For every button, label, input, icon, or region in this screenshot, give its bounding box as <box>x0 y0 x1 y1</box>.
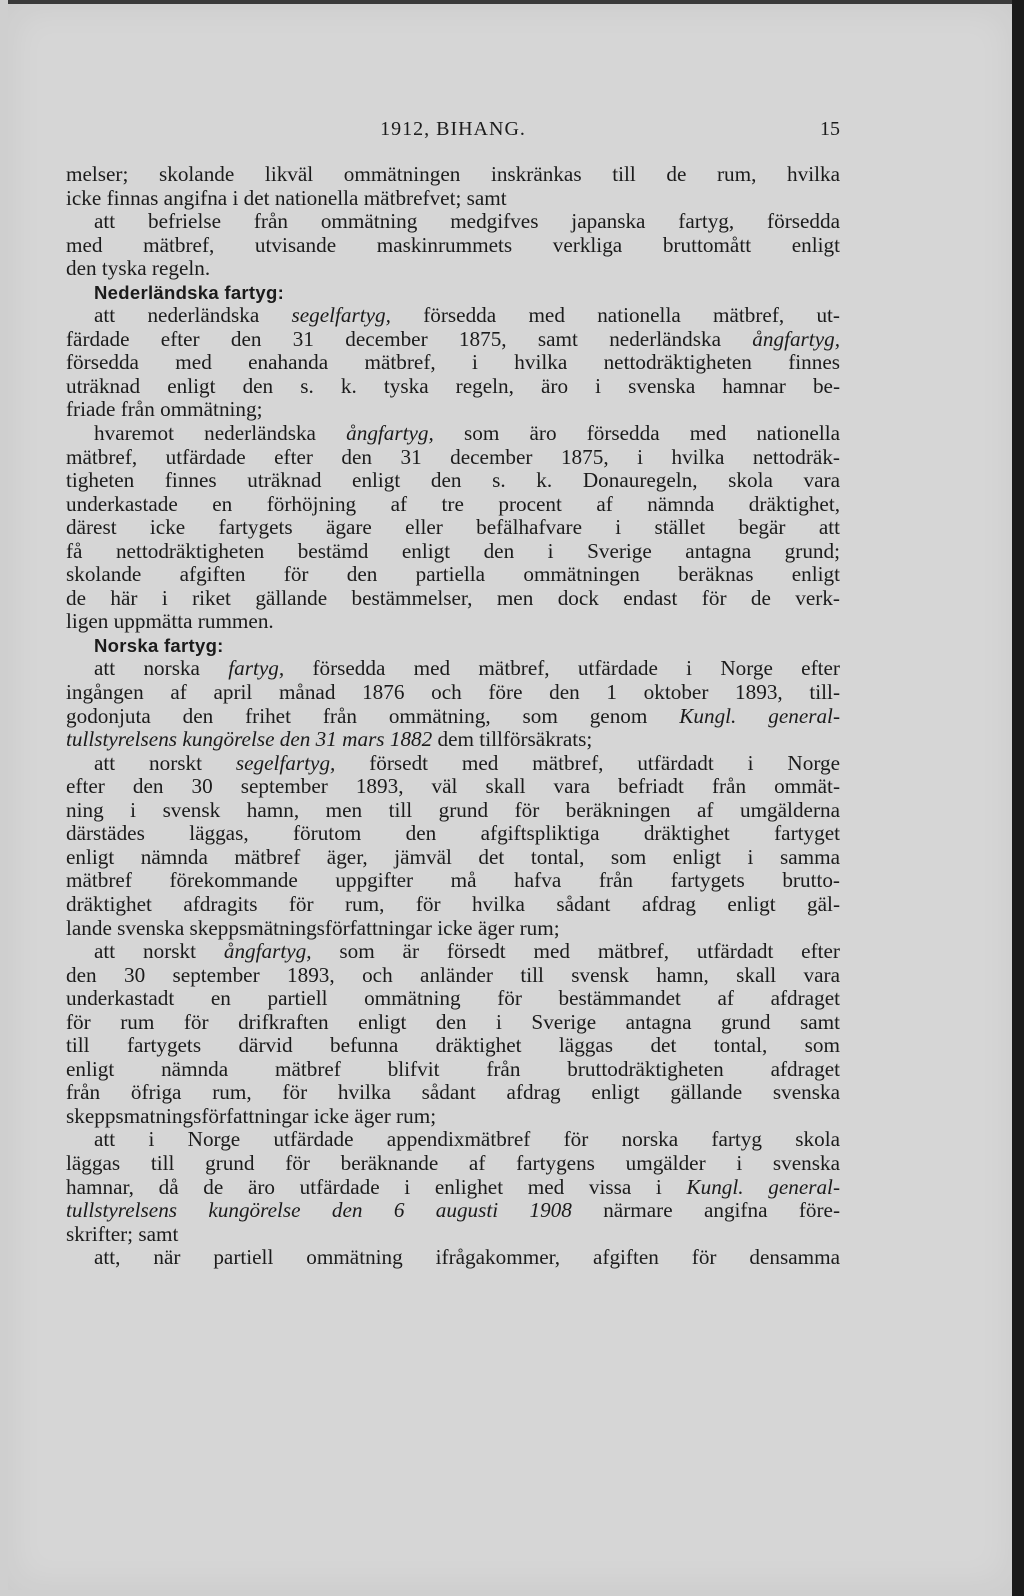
text-segment: att, när partiell ommätning ifrågakommer, afgiften för densamma <box>94 1245 840 1270</box>
text-segment: få nettodräktigheten bestämd enligt den i Sverige antagna grund; <box>66 538 840 563</box>
text-segment: enligt nämnda mätbref blifvit från bruttodräktigheten afdraget <box>66 1056 840 1081</box>
text-segment: tigheten finnes uträknad enligt den s. k. Donauregeln, skola vara <box>66 468 840 493</box>
text-line <box>66 610 840 634</box>
text-segment: underkastade en förhöjning af tre procent af nämnda dräktighet, <box>66 491 840 516</box>
section-heading: Norska fartyg: <box>94 634 224 656</box>
text-line <box>66 516 840 540</box>
text-line <box>66 775 840 799</box>
italic-text: ångfartyg, <box>752 326 840 351</box>
text-line <box>66 822 840 846</box>
text-line <box>66 446 840 470</box>
text-line <box>66 1246 840 1270</box>
text-line <box>66 210 840 234</box>
text-line <box>66 1128 840 1152</box>
text-segment: för rum för drifkraften enligt den i Sverige antagna grund samt <box>66 1009 840 1034</box>
text-segment: att nederländska <box>94 303 292 328</box>
text-line <box>66 1081 840 1105</box>
text-line <box>66 375 840 399</box>
text-segment: den 30 september 1893, och anländer till svensk hamn, skall vara <box>66 962 840 987</box>
italic-text: Kungl. general- <box>679 703 840 728</box>
text-line <box>66 422 840 446</box>
text-line <box>66 940 840 964</box>
text-line <box>66 728 840 752</box>
text-segment: därstädes läggas, förutom den afgiftspliktiga dräktighet fartyget <box>66 821 840 846</box>
body-text <box>66 163 840 1270</box>
text-segment: till fartygets därvid befunna dräktighet läggas det tontal, som <box>66 1033 840 1058</box>
italic-text: fartyg, <box>228 656 285 681</box>
text-line <box>66 752 840 776</box>
text-line <box>66 563 840 587</box>
text-line <box>66 917 840 941</box>
text-segment: från öfriga rum, för hvilka sådant afdrag enligt gällande svenska <box>66 1080 840 1105</box>
page-number: 15 <box>820 118 840 140</box>
running-title: 1912, BIHANG. <box>380 118 526 140</box>
text-segment: dem tillförsäkrats; <box>432 727 593 752</box>
scan-edge-top <box>8 0 1018 4</box>
text-line <box>66 799 840 823</box>
text-line <box>66 846 840 870</box>
text-segment: icke finnas angifna i det nationella mätbrefvet; samt <box>66 185 507 210</box>
text-line <box>66 1105 840 1129</box>
text-line <box>66 657 840 681</box>
text-line <box>66 540 840 564</box>
text-segment: godonjuta den frihet från ommätning, som genom <box>66 703 680 728</box>
italic-text: ångfartyg, <box>223 939 312 964</box>
scan-edge-right <box>1012 0 1024 1596</box>
text-segment: skeppsmatningsförfattningar icke äger rum; <box>66 1103 437 1128</box>
page-header <box>66 118 840 146</box>
text-segment: den tyska regeln. <box>66 256 211 281</box>
text-line <box>66 398 840 422</box>
italic-text: tullstyrelsens kungörelse den 31 mars 1882 <box>66 727 433 752</box>
text-line <box>66 257 840 281</box>
italic-text: tullstyrelsens kungörelse den 6 augusti 1908 <box>66 1198 572 1223</box>
text-line <box>66 187 840 211</box>
text-segment: friade från ommätning; <box>66 397 263 422</box>
text-segment: ning i svensk hamn, men till grund för beräkningen af umgälderna <box>66 797 840 822</box>
text-segment: ingången af april månad 1876 och före den 1 oktober 1893, till- <box>66 680 840 705</box>
text-segment: närmare angifna före- <box>571 1198 840 1223</box>
text-line <box>66 234 840 258</box>
text-segment: skrifter; samt <box>66 1221 179 1246</box>
text-line <box>66 328 840 352</box>
text-line <box>66 469 840 493</box>
text-line <box>66 1152 840 1176</box>
text-line <box>66 1058 840 1082</box>
text-segment: att norskt <box>94 750 236 775</box>
text-segment: färdade efter den 31 december 1875, samt nederländska <box>66 326 753 351</box>
text-segment: hvaremot nederländska <box>94 421 347 446</box>
text-segment: försedda med enahanda mätbref, i hvilka nettodräktigheten finnes <box>66 350 840 375</box>
text-line <box>66 987 840 1011</box>
text-line <box>66 681 840 705</box>
text-segment: att norskt <box>94 939 224 964</box>
text-segment: efter den 30 september 1893, väl skall vara befriadt från ommät- <box>66 774 840 799</box>
text-segment: med mätbref, utvisande maskinrummets verkliga bruttomått enligt <box>66 232 840 257</box>
section-heading: Nederländska fartyg: <box>94 281 285 303</box>
text-line <box>66 1199 840 1223</box>
text-line <box>66 1034 840 1058</box>
text-segment: att norska <box>94 656 229 681</box>
text-line <box>66 163 840 187</box>
text-segment: försedt med mätbref, utfärdadt i Norge <box>335 750 840 775</box>
text-segment: därest icke fartygets ägare eller befälhafvare i stället begär att <box>66 515 840 540</box>
text-line <box>66 1176 840 1200</box>
text-segment: lande svenska skeppsmätningsförfattningar icke äger rum; <box>66 915 560 940</box>
text-line <box>66 634 840 658</box>
text-segment: mätbref förekommande uppgifter må hafva från fartygets brutto- <box>66 868 840 893</box>
text-line <box>66 304 840 328</box>
text-segment: som äro försedda med nationella <box>433 421 840 446</box>
text-line <box>66 1011 840 1035</box>
text-line <box>66 351 840 375</box>
italic-text: ångfartyg, <box>346 421 434 446</box>
italic-text: segelfartyg, <box>291 303 391 328</box>
text-segment: läggas till grund för beräknande af fartygens umgälder i svenska <box>66 1150 840 1175</box>
text-segment: som är försedt med mätbref, utfärdadt efter <box>311 939 840 964</box>
text-line <box>66 964 840 988</box>
text-segment: underkastadt en partiell ommätning för bestämmandet af afdraget <box>66 986 840 1011</box>
text-segment: att befrielse från ommätning medgifves japanska fartyg, försedda <box>94 209 840 234</box>
italic-text: segelfartyg, <box>235 750 336 775</box>
text-line <box>66 705 840 729</box>
text-segment: försedda med mätbref, utfärdade i Norge efter <box>284 656 840 681</box>
text-segment: dräktighet afdragits för rum, för hvilka sådant afdrag enligt gäl- <box>66 891 840 916</box>
text-segment: ligen uppmätta rummen. <box>66 609 274 634</box>
text-segment: försedda med nationella mätbref, ut- <box>390 303 840 328</box>
text-line <box>66 281 840 305</box>
text-segment: mätbref, utfärdade efter den 31 december 1875, i hvilka nettodräk- <box>66 444 840 469</box>
text-segment: att i Norge utfärdade appendixmätbref för norska fartyg skola <box>94 1127 840 1152</box>
text-line <box>66 1223 840 1247</box>
text-line <box>66 587 840 611</box>
text-segment: hamnar, då de äro utfärdade i enlighet med vissa i <box>66 1174 687 1199</box>
text-segment: skolande afgiften för den partiella ommätningen beräknas enligt <box>66 562 840 587</box>
text-segment: melser; skolande likväl ommätningen inskränkas till de rum, hvilka <box>66 162 840 186</box>
italic-text: Kungl. general- <box>686 1174 840 1199</box>
text-segment: de här i riket gällande bestämmelser, men dock endast för de verk- <box>66 585 840 610</box>
text-segment: enligt nämnda mätbref äger, jämväl det tontal, som enligt i samma <box>66 844 840 869</box>
text-line <box>66 869 840 893</box>
text-line <box>66 893 840 917</box>
text-segment: uträknad enligt den s. k. tyska regeln, äro i svenska hamnar be- <box>66 373 840 398</box>
text-line <box>66 493 840 517</box>
